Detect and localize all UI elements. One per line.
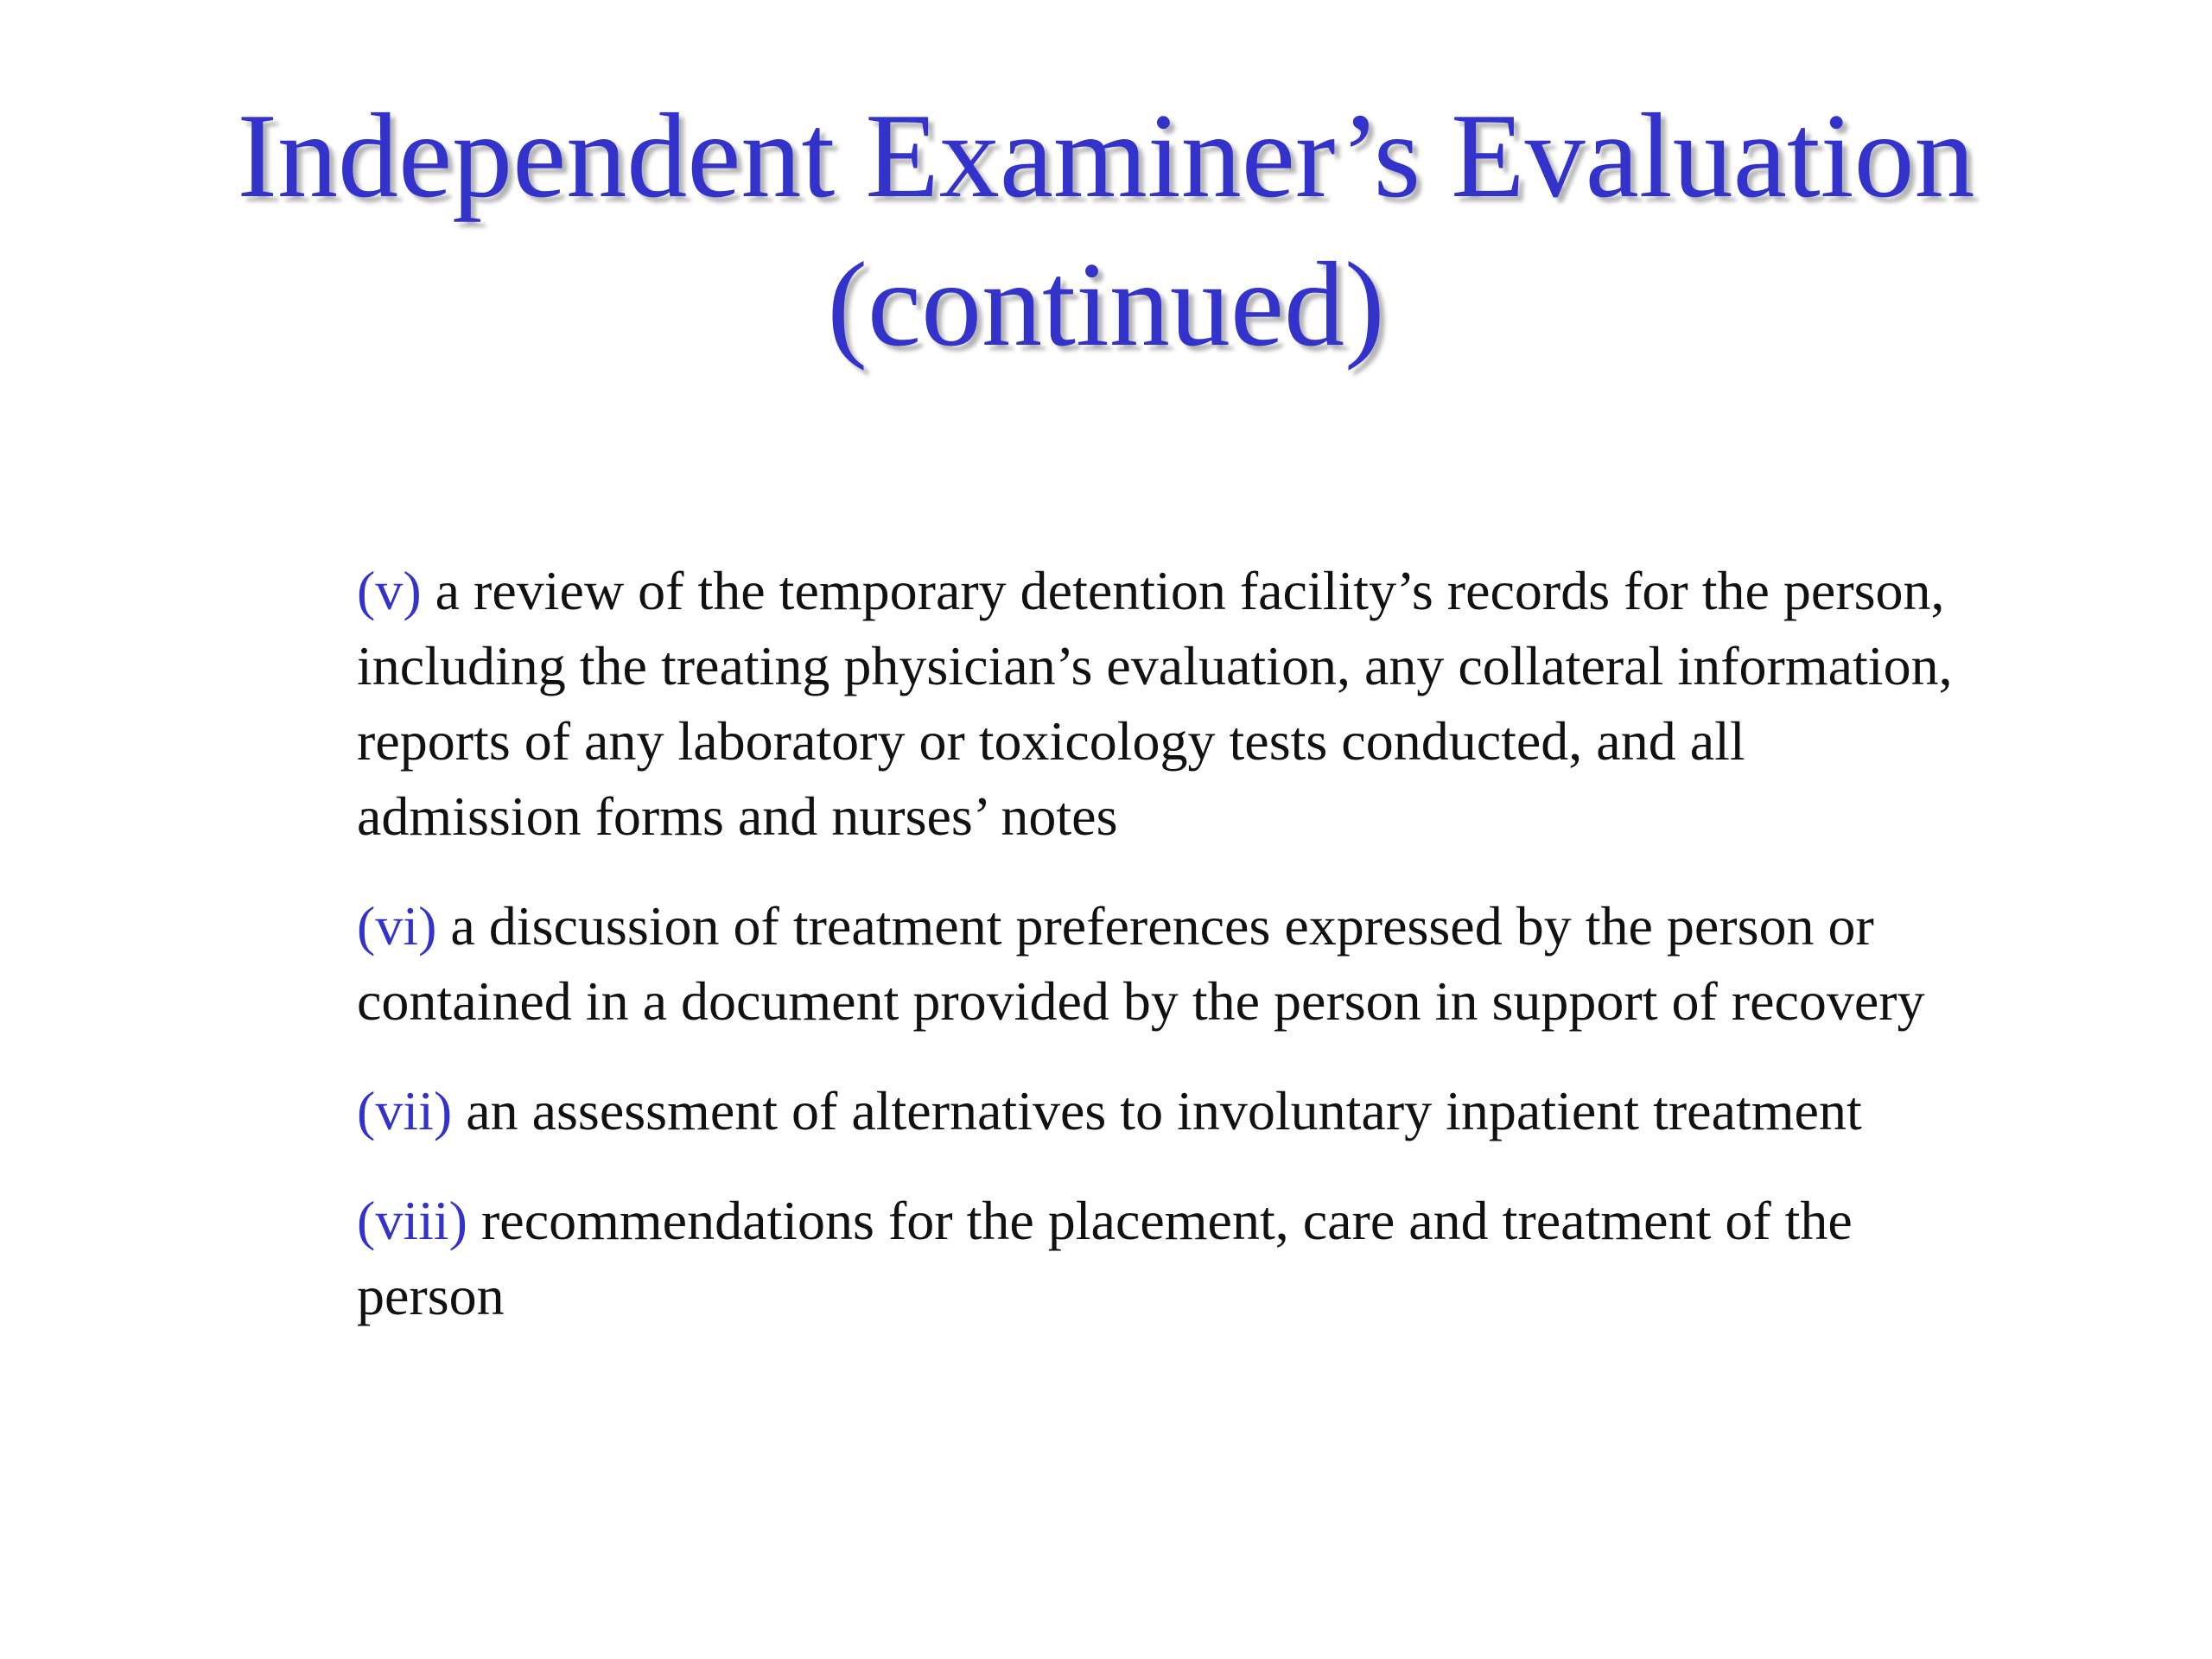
title-line-2: (continued) bbox=[827, 238, 1385, 372]
item-numeral: (vi) bbox=[357, 895, 437, 957]
item-text: a review of the temporary detention facility’s records for the person, including the treating physician’s evaluation, any collateral information, reports of any laboratory or toxicology tests conducted, and all admission forms and nurses’ notes bbox=[357, 560, 1953, 847]
list-item bbox=[357, 553, 1973, 854]
item-numeral: (vii) bbox=[357, 1080, 453, 1141]
item-numeral: (viii) bbox=[357, 1190, 467, 1251]
title-line-1: Independent Examiner’s Evaluation bbox=[237, 89, 1975, 223]
item-text: recommendations for the placement, care and treatment of the person bbox=[357, 1190, 1853, 1326]
item-numeral: (v) bbox=[357, 560, 422, 621]
slide-body bbox=[357, 553, 1973, 1368]
list-item bbox=[357, 888, 1973, 1039]
slide-title bbox=[0, 82, 2212, 379]
list-item bbox=[357, 1183, 1973, 1333]
item-text: an assessment of alternatives to involuntary inpatient treatment bbox=[466, 1080, 1862, 1141]
list-item bbox=[357, 1073, 1973, 1148]
item-text: a discussion of treatment preferences expressed by the person or contained in a document provided by the person in support of recovery bbox=[357, 895, 1925, 1032]
